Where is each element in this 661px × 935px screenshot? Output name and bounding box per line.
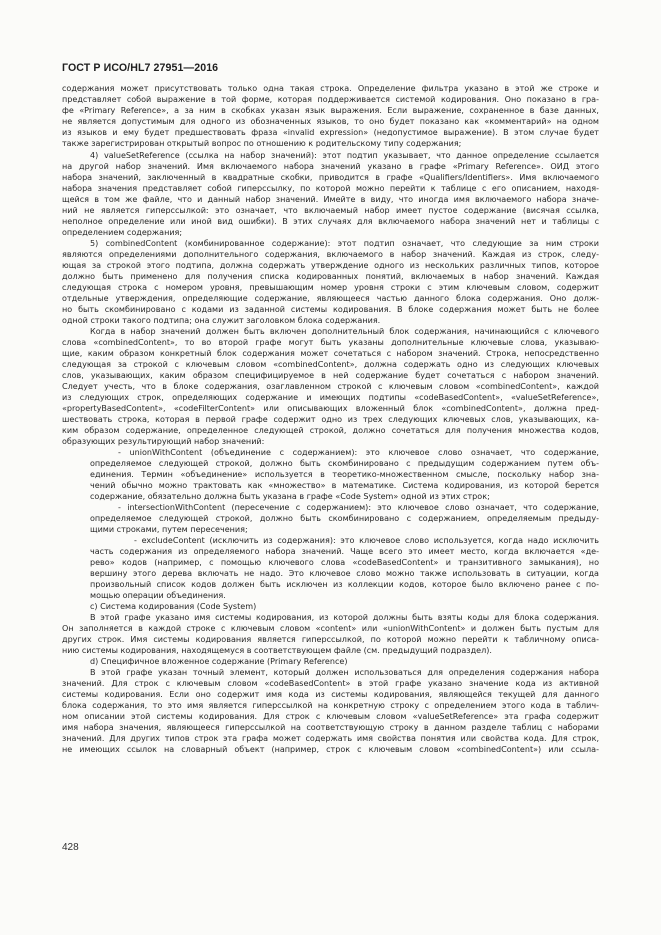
text-line: не имеющих ссылок на словарный объект (например, строк с ключевым словом «combinedContent») или ссыла- bbox=[62, 745, 599, 754]
text-line: «propertyBasedContent», «codeFilterContent» или описывающих вложенный блок «combinedContent», должна пред- bbox=[62, 404, 599, 413]
text-line: также зарегистрирован открытый вопрос по отношению к родительскому типу содержания; bbox=[62, 139, 462, 148]
page-number: 428 bbox=[62, 842, 79, 853]
text-line: из языков и ему будет предшествовать фраза «invalid expression» (недопустимое выражение). В этом случае будет bbox=[62, 128, 599, 137]
text-line: представляет собой выражение в той форме, которая поддерживается системой кодирования. Оно показано в гра- bbox=[62, 95, 599, 104]
text-line: часть содержания из определяемого набора значений. Чаще всего это имеет место, когда включается «де- bbox=[90, 547, 599, 556]
text-line: 4) valueSetReference (ссылка на набор значений): этот подтип указывает, что данное определение ссылается bbox=[90, 151, 599, 160]
text-line: неполное определение или иной вид ошибки). В этих случаях для включаемого набора значений нет и таблицы с bbox=[62, 217, 599, 226]
text-line: значений. Для других типов строк эта графа может содержать имя свойства понятия или свойства кода. Для строк, bbox=[62, 734, 599, 743]
text-line: не является допустимым для одного из обозначенных языков, то оно будет показано как «комментарий» на одном bbox=[62, 117, 599, 126]
text-line: но быть скомбинировано с кодами из заданной системы кодирования. В блоке содержания может быть не более bbox=[62, 305, 599, 314]
text-line: щие, каким образом конкретный блок содержания может сочетаться с набором значений. Строка, непосредственно bbox=[62, 349, 599, 358]
text-line: одной строки такого подтипа; она служит заголовком блока содержания. bbox=[62, 316, 381, 325]
text-line: блока содержания, то это имя является гиперссылкой на конкретную строку с определением этого кода в таблич- bbox=[62, 701, 599, 710]
text-line: ким образом содержание, определенное следующей строкой, должно сочетаться для получения множества кодов, bbox=[62, 426, 599, 435]
text-line: щими строками, путем пересечения; bbox=[90, 525, 248, 534]
text-line: вершину этого дерева включать не надо. Это ключевое слово можно также использовать в ситуации, когда bbox=[90, 569, 599, 578]
text-line: набора значения представляет собой гиперссылку, по которой можно перейти к таблице с его описанием, находя- bbox=[62, 184, 599, 193]
text-line: щейся в том же файле, что и данный набор значений. Имейте в виду, что иногда имя включаемого набора значе- bbox=[62, 195, 599, 204]
text-line: набора значений, заключенный в квадратные скобки, приводится в графе «Qualifiers/Identifiers». Имя включаемого bbox=[62, 173, 599, 182]
text-line: имя набора значения, являющееся гиперссылкой на соответствующую строку в данном разделе таблиц с наборами bbox=[62, 723, 599, 732]
text-line: следующая строка с номером уровня, превышающим номер уровня строки с этим ключевым словом, содержит bbox=[62, 283, 599, 292]
text-line: нию системы кодирования, находящемуся в соответствующем файле (см. предыдущий подраздел). bbox=[62, 646, 492, 655]
text-line: В этой графе указано имя системы кодирования, из которой должны быть взяты коды для блока содержания. bbox=[90, 613, 599, 622]
text-line: d) Специфичное вложенное содержание (Primary Reference) bbox=[90, 657, 348, 666]
text-line: образующих результирующий набор значений: bbox=[62, 437, 265, 446]
text-line: c) Система кодирования (Code System) bbox=[90, 602, 257, 611]
text-line: - unionWithContent (объединение с содержанием): это ключевое слово означает, что содержание, bbox=[118, 448, 599, 457]
text-line: отдельные утверждения, определяющие содержание, являющееся частью данного блока содержания. Оно долж- bbox=[62, 294, 599, 303]
text-line: рево» кодов (например, с помощью ключевого слова «codeBasedContent» и транзитивного замыкания), но bbox=[90, 558, 599, 567]
text-line: шествовать строка, которая в первой графе содержит одно из трех следующих ключевых слов, указывающих, ка- bbox=[62, 415, 599, 424]
text-line: произвольный список кодов должен быть исключен из коллекции кодов, которое было включено ранее с по- bbox=[90, 580, 599, 589]
text-line: единения. Термин «объединение» используется в теоретико-множественном смысле, поскольку набор зна- bbox=[90, 470, 599, 479]
text-line: В этой графе указан точный элемент, который должен использоваться для определения содержания набора bbox=[90, 668, 599, 677]
text-line: содержание, обязательно должна быть указана в графе «Code System» одной из этих строк; bbox=[90, 492, 490, 501]
text-line: - intersectionWithContent (пересечение с содержанием): это ключевое слово означает, что содержание, bbox=[118, 503, 599, 512]
text-line: содержания может присутствовать только одна такая строка. Определение фильтра указано в этой же строке и bbox=[62, 84, 599, 93]
text-line: Когда в набор значений должен быть включен дополнительный блок содержания, начинающийся с ключевого bbox=[90, 327, 599, 336]
text-line: определяемое следующей строкой, должно быть скомбинировано с содержанием, определяемым предыду- bbox=[90, 514, 599, 523]
text-line: из следующих строк, определяющих содержание и имеющих подтипы «codeBasedContent», «valueSetReference», bbox=[62, 393, 599, 402]
text-line: - excludeContent (исключить из содержания): это ключевое слово используется, когда надо исключить bbox=[134, 536, 599, 545]
text-line: других строк. Имя системы кодирования является гиперссылкой, по которой можно перейти к табличному описа- bbox=[62, 635, 599, 644]
text-line: являются определениями дополнительного содержания, включаемого в набор значений. Каждая из строк, следу- bbox=[62, 250, 599, 259]
text-line: системы кодирования. Если оно содержит имя кода из системы кодирования, являющейся текущей для данного bbox=[62, 690, 599, 699]
text-line: значений. Для строк с ключевым словом «codeBasedContent» в этой графе указано значение кода из активной bbox=[62, 679, 599, 688]
text-line: определяемое следующей строкой, должно быть скомбинировано с предыдущим содержанием путем объ- bbox=[90, 459, 599, 468]
text-line: 5) combinedContent (комбинированное содержание): этот подтип означает, что следующие за ним строки bbox=[90, 239, 599, 248]
text-line: чений обычно можно трактовать как «множество» в математике. Система кодирования, из которой берется bbox=[90, 481, 599, 490]
document-header: ГОСТ Р ИСО/HL7 27951—2016 bbox=[62, 62, 219, 74]
text-line: ющая за строкой этого подтипа, должна содержать утверждение одного из нескольких различных типов, которое bbox=[62, 261, 599, 270]
text-line: Следует учесть, что в блоке содержания, озаглавленном строкой с ключевым словом «combinedContent», каждой bbox=[62, 382, 599, 391]
text-line: следующая за строкой с ключевым словом «combinedContent», должна содержать одно из следующих ключевых bbox=[62, 360, 599, 369]
text-line: должно быть применено для получения списка кодированных понятий, включаемых в набор значений. Каждая bbox=[62, 272, 599, 281]
text-line: мощью операции объединения. bbox=[90, 591, 226, 600]
text-line: слова «combinedContent», то во второй графе могут быть указаны дополнительные ключевые слова, указываю- bbox=[62, 338, 599, 347]
text-line: на другой набор значений. Имя включаемого набора значений указано в графе «Primary Reference». ОИД этого bbox=[62, 162, 599, 171]
text-line: фе «Primary Reference», а за ним в скобках указан язык выражения. Если выражение, сохраненное в базе данных, bbox=[62, 106, 599, 115]
text-line: Он заполняется в каждой строке с ключевым словом «content» или «unionWithContent» и должен быть пустым для bbox=[62, 624, 599, 633]
text-line: ном описании этой системы кодирования. Для строк с ключевым словом «valueSetReference» эта графа содержит bbox=[62, 712, 599, 721]
text-line: ний не является гиперссылкой: это означает, что включаемый набор имеет пустое содержание (висячая ссылка, bbox=[62, 206, 599, 215]
text-line: определением содержания; bbox=[62, 228, 183, 237]
text-line: слов, указывающих, каким образом специфицируемое в ней содержание будет сочетаться с набором значений. bbox=[62, 371, 599, 380]
